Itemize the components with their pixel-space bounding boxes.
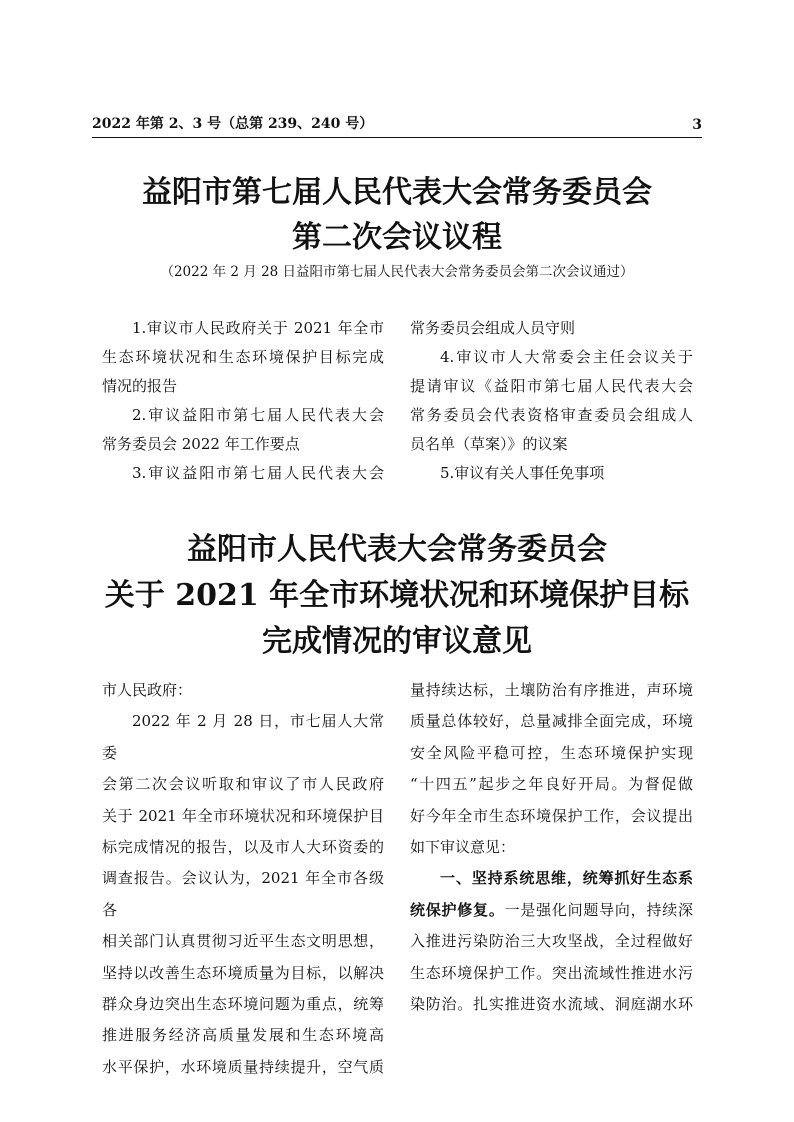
text-line: 一、坚持系统思维，统筹抓好生态系 [440,869,693,888]
opinion-title-line3: 完成情况的审议意见 [262,624,532,659]
text-line: 2022 年 2 月 28 日，市七届人大常委 [102,712,384,762]
text-line: 坚持以改善生态环境质量为目标，以解决 [102,963,384,982]
text-line: 入推进污染防治三大攻坚战，全过程做好 [410,932,693,951]
opinion-right-column [410,675,693,1020]
text-line: 如下审议意见： [410,838,516,857]
agenda-title-line1: 益阳市第七届人民代表大会常务委员会 [142,175,652,210]
text-line: 染防治。扎实推进资水流域、洞庭湖水环 [410,995,693,1014]
running-header [92,111,702,133]
opinion-title-line1: 益阳市人民代表大会常务委员会 [187,532,607,567]
text-line: 生态环境状况和生态环境保护目标完成 [102,348,384,366]
agenda-title-line2: 第二次会议议程 [292,220,502,255]
text-line: 常务委员会代表资格审查委员会组成人 [410,406,693,424]
text-line: 生态环境保护工作。突出流域性推进水污 [410,963,693,982]
text-line: 群众身边突出生态环境问题为重点，统筹 [102,995,384,1014]
text-line: 5.审议有关人事任免事项 [440,464,605,482]
text-line: 提请审议《益阳市第七届人民代表大会 [410,377,693,395]
text-line: 统保护修复。一是强化问题导向，持续深 [410,900,693,919]
text-line: 3.审议益阳市第七届人民代表大会 [132,464,384,482]
bold-lead: 统保护修复。 [410,900,505,919]
text-line: 质量总体较好，总量减排全面完成，环境 [410,712,693,731]
agenda-right-column [410,314,693,488]
agenda-subtitle: （2022 年 2 月 28 日益阳市第七届人民代表大会常务委员会第二次会议通过） [160,264,634,280]
text-line: 推进服务经济高质量发展和生态环境高 [102,1026,384,1045]
text-line: 相关部门认真贯彻习近平生态文明思想， [102,932,384,951]
header-rule [92,137,702,138]
text-line: 情况的报告 [102,377,178,395]
text-line: 水平保护，水环境质量持续提升，空气质 [102,1057,384,1076]
text-line: 4.审议市人大常委会主任会议关于 [440,348,693,366]
page-number: 3 [692,117,702,133]
text-line: 常务委员会组成人员守则 [410,319,576,337]
text-line: 安全风险平稳可控，生态环境保护实现 [410,743,693,762]
text-line: 员名单（草案）》的议案 [410,435,568,453]
text-line: 好今年全市生态环境保护工作，会议提出 [410,806,693,825]
issue-label: 2022 年第 2、3 号（总第 239、240 号） [92,116,374,132]
opinion-title-line2: 关于 2021 年全市环境状况和环境保护目标 [104,578,690,613]
text-line: 量持续达标，土壤防治有序推进，声环境 [410,681,693,699]
text-line: 市人民政府： [102,681,193,699]
opinion-left-column [102,675,384,1083]
text-line: 会第二次会议听取和审议了市人民政府 [102,775,384,794]
text-line: 关于 2021 年全市环境状况和环境保护目 [102,806,384,825]
agenda-left-column [102,314,384,488]
text-line: “十四五”起步之年良好开局。为督促做 [410,775,693,794]
text-line: 标完成情况的报告，以及市人大环资委的 [102,838,384,857]
text-line: 常务委员会 2022 年工作要点 [102,435,300,453]
text-line: 1.审议市人民政府关于 2021 年全市 [132,319,384,337]
text-line: 调查报告。会议认为，2021 年全市各级各 [102,869,384,919]
text-line: 2.审议益阳市第七届人民代表大会 [132,406,384,424]
